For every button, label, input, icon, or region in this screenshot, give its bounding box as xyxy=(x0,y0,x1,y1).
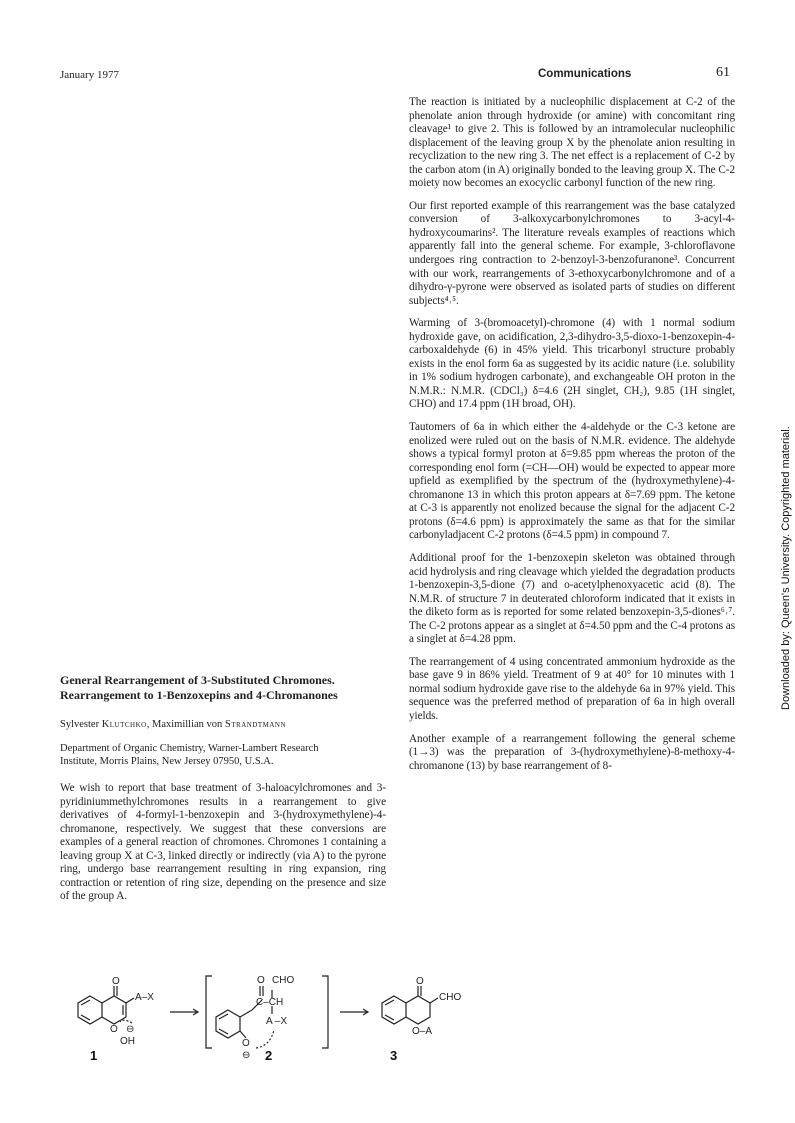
scheme2-a-x: A –X xyxy=(266,1016,288,1027)
paragraph-examples: Our first reported example of this rearrangement was the base catalyzed conversion of 3-alkoxycarbonylchromones to 3-acyl-4-hydroxycoumarins². The literature reveals examples of reactions which apparently fall into the general scheme. For example, 3-chloroflavone undergoes ring contraction to 2-benzoyl-3-benzofuranone³. Concurrent with our work, rearrangements of 3-ethoxycarbonylchromone and of a dihydro-γ-pyrone were observed as isolated parts of studies on different subjects⁴˒⁵. xyxy=(409,199,735,307)
compound-label-3: 3 xyxy=(390,1048,398,1063)
scheme1-ax: A–X xyxy=(135,992,154,1003)
author-surname-1: Klutchko xyxy=(101,719,147,730)
scheme1-o-ring: O xyxy=(110,1024,118,1035)
paragraph-ammonium: The rearrangement of 4 using concentrated ammonium hydroxide as the base gave 9 in 86% yield. Treatment of 9 at 40° for 10 minutes with 1 normal sodium hydroxide gave rise to the aldehyde 6a in 97% yield. This sequence was the preferred method of preparation of 6a in high overall yields. xyxy=(409,655,735,722)
author-surname-2: Strandtmann xyxy=(224,719,287,730)
scheme2-o-ring: O xyxy=(242,1038,250,1049)
intro-paragraph: We wish to report that base treatment of 3-haloacylchromones and 3-pyridiniummethylchromones results in a rearrangement to give derivatives of 4-formyl-1-benzoxepin and 3-(hydroxymethylene)-4-chromanone, respectively. We suggest that these conversions are examples of a general reaction of chromones. Chromones 1 containing a leaving group X at C-3, linked directly or indirectly (via A) to the pyrone ring, undergo base rearrangement resulting in ring expansion, ring contraction or retention of ring size, depending on the presence and size of the group A. xyxy=(60,782,386,903)
affiliation-line1: Department of Organic Chemistry, Warner-Lambert Research xyxy=(60,743,319,754)
paragraph-another-example: Another example of a rearrangement following the general scheme (1→3) was the preparation of 3-(hydroxymethylene)-8-methoxy-4-chromanone (13) by base rearrangement of 8- xyxy=(409,732,735,772)
article-title-line1: General Rearrangement of 3-Substituted Chromones. xyxy=(60,673,335,687)
article-title-line2: Rearrangement to 1-Benzoxepins and 4-Chromanones xyxy=(60,688,338,702)
article-title-block xyxy=(60,673,386,703)
paragraph-mechanism: The reaction is initiated by a nucleophilic displacement at C-2 of the phenolate anion through hydroxide (or amine) with concomitant ring cleavage¹ to give 2. This is followed by an intramolecular nucleophilic displacement of the leaving group X by the phenolate anion resulting in recyclization to the new ring 3. The net effect is a replacement of C-2 by the carbon atom (in A) originally bonded to the leaving group X. The C-2 moiety now becomes an exocyclic carbonyl function of the new ring. xyxy=(409,96,735,190)
paragraph-bromoacetyl: Warming of 3-(bromoacetyl)-chromone (4) with 1 normal sodium hydroxide gave, on acidification, 2,3-dihydro-3,5-dioxo-1-benzoxepin-4-carboxaldehyde (6) in 45% yield. This tricarbonyl structure probably exists in the enol form 6a as suggested by its acidic nature (i.e. solubility in 1% sodium hydrogen carbonate), and exchangeable OH proton in the N.M.R.: N.M.R. (CDCl₃) δ=4.6 (2H singlet, CH₂), 9.85 (1H singlet, CHO) and 17.4 ppm (1H broad, OH). xyxy=(409,317,735,411)
scheme3-o-a: O–A xyxy=(412,1026,433,1037)
scheme2-c-ch: C–CH xyxy=(256,997,284,1008)
left-column-intro xyxy=(60,782,386,913)
scheme1-theta: ⊖ xyxy=(126,1024,135,1035)
right-column xyxy=(409,96,735,782)
download-watermark-text: Downloaded by: Queen's University. Copyrighted material. xyxy=(780,426,792,710)
paragraph-proof: Additional proof for the 1-benzoxepin skeleton was obtained through acid hydrolysis and ring cleavage which yielded the degradation products 1-benzoxepin-3,5-dione (7) and o-acetylphenoxyacetic acid (8). The N.M.R. of structure 7 in deuterated chloroform indicated that it exists in the diketo form as is reported for some related benzoxepin-3,5-diones⁶˒⁷. The C-2 protons appear as a singlet at δ=4.50 ppm and the C-4 protons as a singlet at δ=4.28 ppm. xyxy=(409,551,735,646)
running-head-date: January 1977 xyxy=(60,69,119,81)
authors-text-a: Sylvester xyxy=(60,719,102,730)
affiliation-line2: Institute, Morris Plains, New Jersey 07950, U.S.A. xyxy=(60,756,274,767)
affiliation xyxy=(60,742,386,768)
running-head-section: Communications xyxy=(538,68,632,80)
compound-label-1: 1 xyxy=(90,1048,98,1063)
scheme2-cho: CHO xyxy=(272,975,295,986)
authors-text-c: , Maximillian von xyxy=(146,719,225,730)
page-number: 61 xyxy=(716,65,730,80)
compound-label-2: 2 xyxy=(265,1048,273,1063)
scheme1-oh: OH xyxy=(120,1036,135,1047)
scheme3-o-top: O xyxy=(416,976,424,987)
scheme2-o-top: O xyxy=(257,975,265,986)
reaction-scheme xyxy=(60,968,490,1064)
scheme2-theta: ⊖ xyxy=(242,1050,251,1061)
paragraph-tautomers: Tautomers of 6a in which either the 4-aldehyde or the C-3 ketone are enolized were ruled out on the basis of N.M.R. evidence. The aldehyde shows a typical formyl proton at δ=9.85 ppm whereas the proton of the corresponding enol form (=CH—OH) would be expected to appear more upfield as exemplified by the spectrum of the (hydroxymethylene)-4-chromanone 13 in which this proton appears at δ=7.69 ppm. The ketone at C-3 is apparently not enolized because the signal for the adjacent C-2 protons (δ=4.6 ppm) is approximately the same as that for the similar carbonyladjacent C-2 protons (δ=4.5 ppm) in compound 7. xyxy=(409,421,735,542)
author-byline xyxy=(60,718,386,731)
scheme1-o-top: O xyxy=(112,976,120,987)
scheme3-cho: CHO xyxy=(439,992,462,1003)
